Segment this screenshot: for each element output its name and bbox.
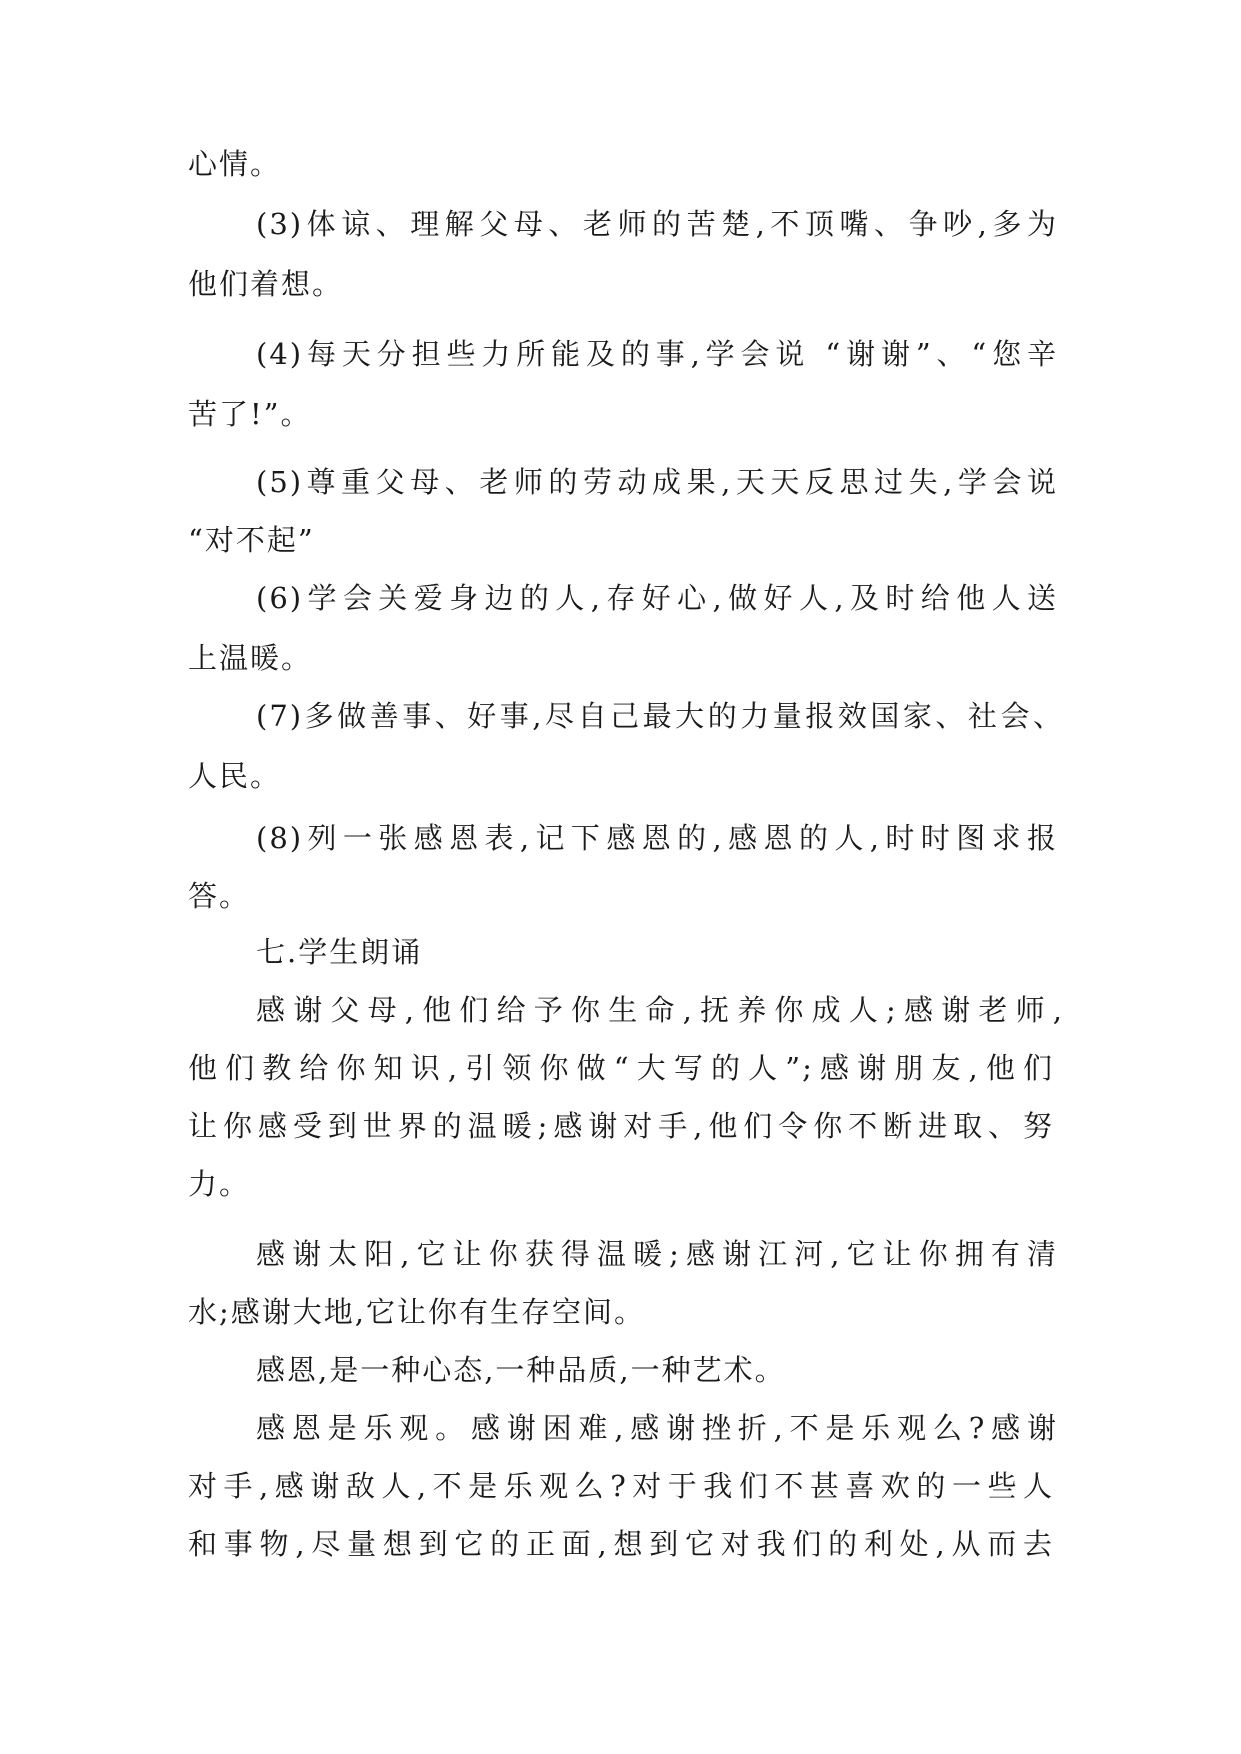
list-item-8-line-2: 答。 — [188, 879, 251, 913]
paragraph-line: 感恩,是一种心态,一种品质,一种艺术。 — [256, 1353, 786, 1387]
paragraph-line: 感谢父母,他们给予你生命,抚养你成人;感谢老师, — [256, 993, 1064, 1027]
text-line: 心情。 — [188, 147, 282, 181]
paragraph-line: 感谢太阳,它让你获得温暖;感谢江河,它让你拥有清 — [256, 1237, 1058, 1271]
paragraph-line: 对手,感谢敌人,不是乐观么?对于我们不甚喜欢的一些人 — [188, 1469, 1054, 1503]
paragraph-line: 和事物,尽量想到它的正面,想到它对我们的利处,从而去 — [188, 1527, 1054, 1561]
list-item-7-line-1: (7)多做善事、好事,尽自己最大的力量报效国家、社会、 — [256, 699, 1064, 733]
list-item-5-line-1: (5)尊重父母、老师的劳动成果,天天反思过失,学会说 — [256, 465, 1058, 499]
list-item-4-line-1: (4)每天分担些力所能及的事,学会说 “谢谢”、“您辛 — [256, 337, 1058, 371]
list-item-7-line-2: 人民。 — [188, 759, 282, 793]
list-item-3-line-2: 他们着想。 — [188, 267, 344, 301]
section-heading: 七.学生朗诵 — [256, 935, 423, 969]
paragraph-line: 感恩是乐观。感谢困难,感谢挫折,不是乐观么?感谢 — [256, 1411, 1058, 1445]
list-item-6-line-2: 上温暖。 — [188, 641, 313, 675]
list-item-3-line-1: (3)体谅、理解父母、老师的苦楚,不顶嘴、争吵,多为 — [256, 207, 1058, 241]
list-item-5-line-2: “对不起” — [188, 523, 315, 557]
paragraph-line: 力。 — [188, 1167, 251, 1201]
list-item-8-line-1: (8)列一张感恩表,记下感恩的,感恩的人,时时图求报 — [256, 821, 1058, 855]
paragraph-line: 水;感谢大地,它让你有生存空间。 — [188, 1295, 645, 1329]
paragraph-line: 让你感受到世界的温暖;感谢对手,他们令你不断进取、努 — [188, 1109, 1054, 1143]
list-item-4-line-2: 苦了!”。 — [188, 397, 312, 431]
paragraph-line: 他们教给你知识,引领你做“大写的人”;感谢朋友,他们 — [188, 1051, 1054, 1085]
list-item-6-line-1: (6)学会关爱身边的人,存好心,做好人,及时给他人送 — [256, 581, 1058, 615]
